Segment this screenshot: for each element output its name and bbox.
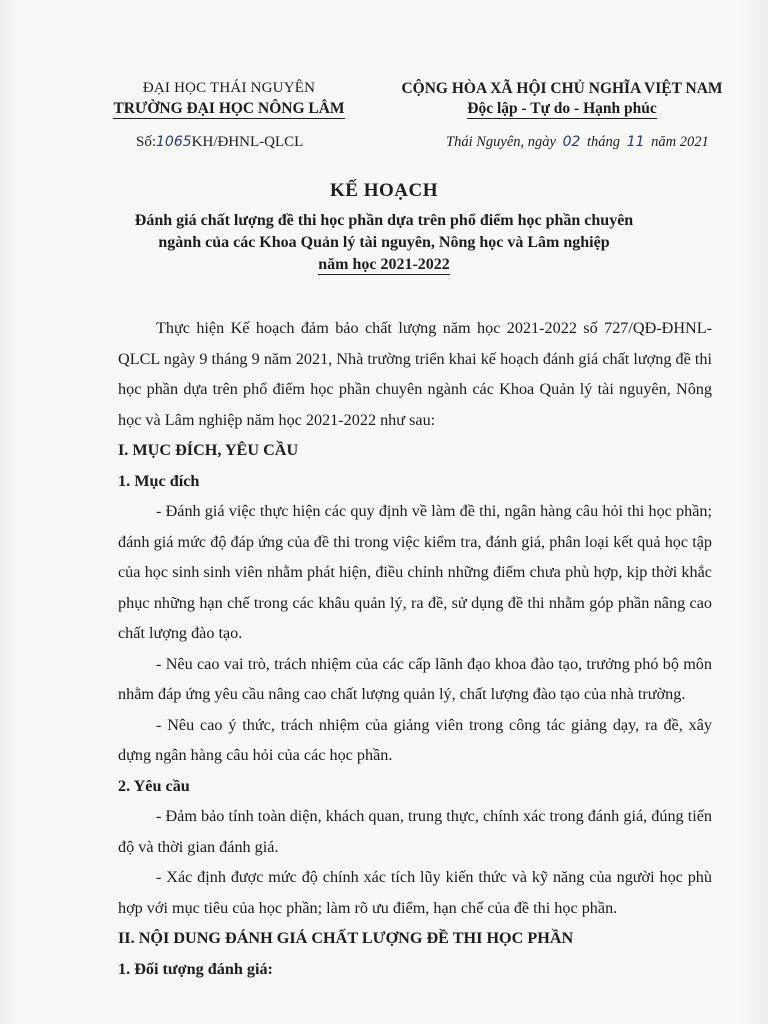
- purpose-paragraph-1: - Đánh giá việc thực hiện các quy định về làm đề thi, ngân hàng câu hỏi thi học phần; đánh giá mức độ đáp ứng của đề thi trong việc kiểm tra, đánh giá, phân loại kết quả học tập của học sinh sinh viên nhằm phát hiện, điều chỉnh những điểm chưa phù hợp, kịp thời khắc phục những hạn chế trong các khâu quản lý, ra đề, sử dụng đề thi nhằm góp phần nâng cao chất lượng đào tạo.: [118, 502, 712, 642]
- subtitle-line-3: [110, 254, 658, 276]
- section-heading-1: I. MỤC ĐÍCH, YÊU CẦU: [118, 441, 299, 459]
- subsection-heading-subjects: 1. Đối tượng đánh giá:: [118, 959, 273, 978]
- national-motto-text: Độc lập - Tự do - Hạnh phúc: [467, 100, 657, 117]
- intro-paragraph: Thực hiện Kế hoạch đảm bảo chất lượng năm học 2021-2022 số 727/QĐ-ĐHNL-QLCL ngày 9 tháng 9 năm 2021, Nhà trường triển khai kế hoạch đánh giá chất lượng đề thi học phần dựa trên phổ điểm học phần chuyên ngành các Khoa Quản lý tài nguyên, Nông học và Lâm nghiệp năm học 2021-2022 như sau:: [118, 319, 712, 429]
- section-heading-2: II. NỘI DUNG ĐÁNH GIÁ CHẤT LƯỢNG ĐỀ THI HỌC PHẦN: [118, 929, 574, 947]
- purpose-paragraph-3: - Nêu cao ý thức, trách nhiệm của giảng viên trong công tác giảng dạy, ra đề, xây dựng ngân hàng câu hỏi của các học phần.: [118, 715, 712, 764]
- requirement-paragraph-2: - Xác định được mức độ chính xác tích lũy kiến thức và kỹ năng của người học phù hợp với mục tiêu của học phần; làm rõ ưu điểm, hạn chế của đề thi học phần.: [118, 868, 712, 917]
- subsection-heading-requirements: 2. Yêu cầu: [118, 776, 190, 795]
- national-motto: [372, 100, 752, 118]
- university-name: ĐẠI HỌC THÁI NGUYÊN: [142, 80, 316, 96]
- subsection-heading-purpose: 1. Mục đích: [118, 471, 200, 490]
- requirement-paragraph-1: - Đảm bảo tính toàn diện, khách quan, trung thực, chính xác trong đánh giá, đúng tiến độ và thời gian đánh giá.: [118, 807, 712, 856]
- national-title: CỘNG HÒA XÃ HỘI CHỦ NGHĨA VIỆT NAM: [401, 80, 723, 97]
- date-day: 02: [562, 134, 581, 150]
- document-title: KẾ HOẠCH: [330, 180, 438, 201]
- date-mid: tháng: [587, 134, 621, 150]
- document-subtitle: [110, 210, 658, 276]
- document-body: [118, 313, 712, 984]
- date-prefix: Thái Nguyên, ngày: [446, 134, 556, 150]
- document-number-prefix: Số:: [136, 134, 157, 150]
- document-date: [446, 134, 709, 151]
- date-suffix: năm 2021: [651, 134, 709, 150]
- document-number-suffix: KH/ĐHNL-QLCL: [191, 134, 304, 150]
- school-name-text: TRƯỜNG ĐẠI HỌC NÔNG LÂM: [113, 100, 345, 117]
- document-number: [136, 134, 303, 151]
- date-month: 11: [626, 134, 645, 150]
- school-name: [104, 100, 354, 118]
- purpose-paragraph-2: - Nêu cao vai trò, trách nhiệm của các cấp lãnh đạo khoa đào tạo, trưởng phó bộ môn nhằm đáp ứng yêu cầu nâng cao chất lượng quản lý, chất lượng đào tạo của nhà trường.: [118, 654, 712, 703]
- subtitle-line-3-text: năm học 2021-2022: [318, 256, 450, 273]
- subtitle-line-1: Đánh giá chất lượng đề thi học phần dựa trên phổ điểm học phần chuyên: [134, 212, 634, 229]
- document-number-handwritten: 1065: [156, 134, 192, 150]
- subtitle-line-2: ngành của các Khoa Quản lý tài nguyên, Nông học và Lâm nghiệp: [158, 234, 610, 251]
